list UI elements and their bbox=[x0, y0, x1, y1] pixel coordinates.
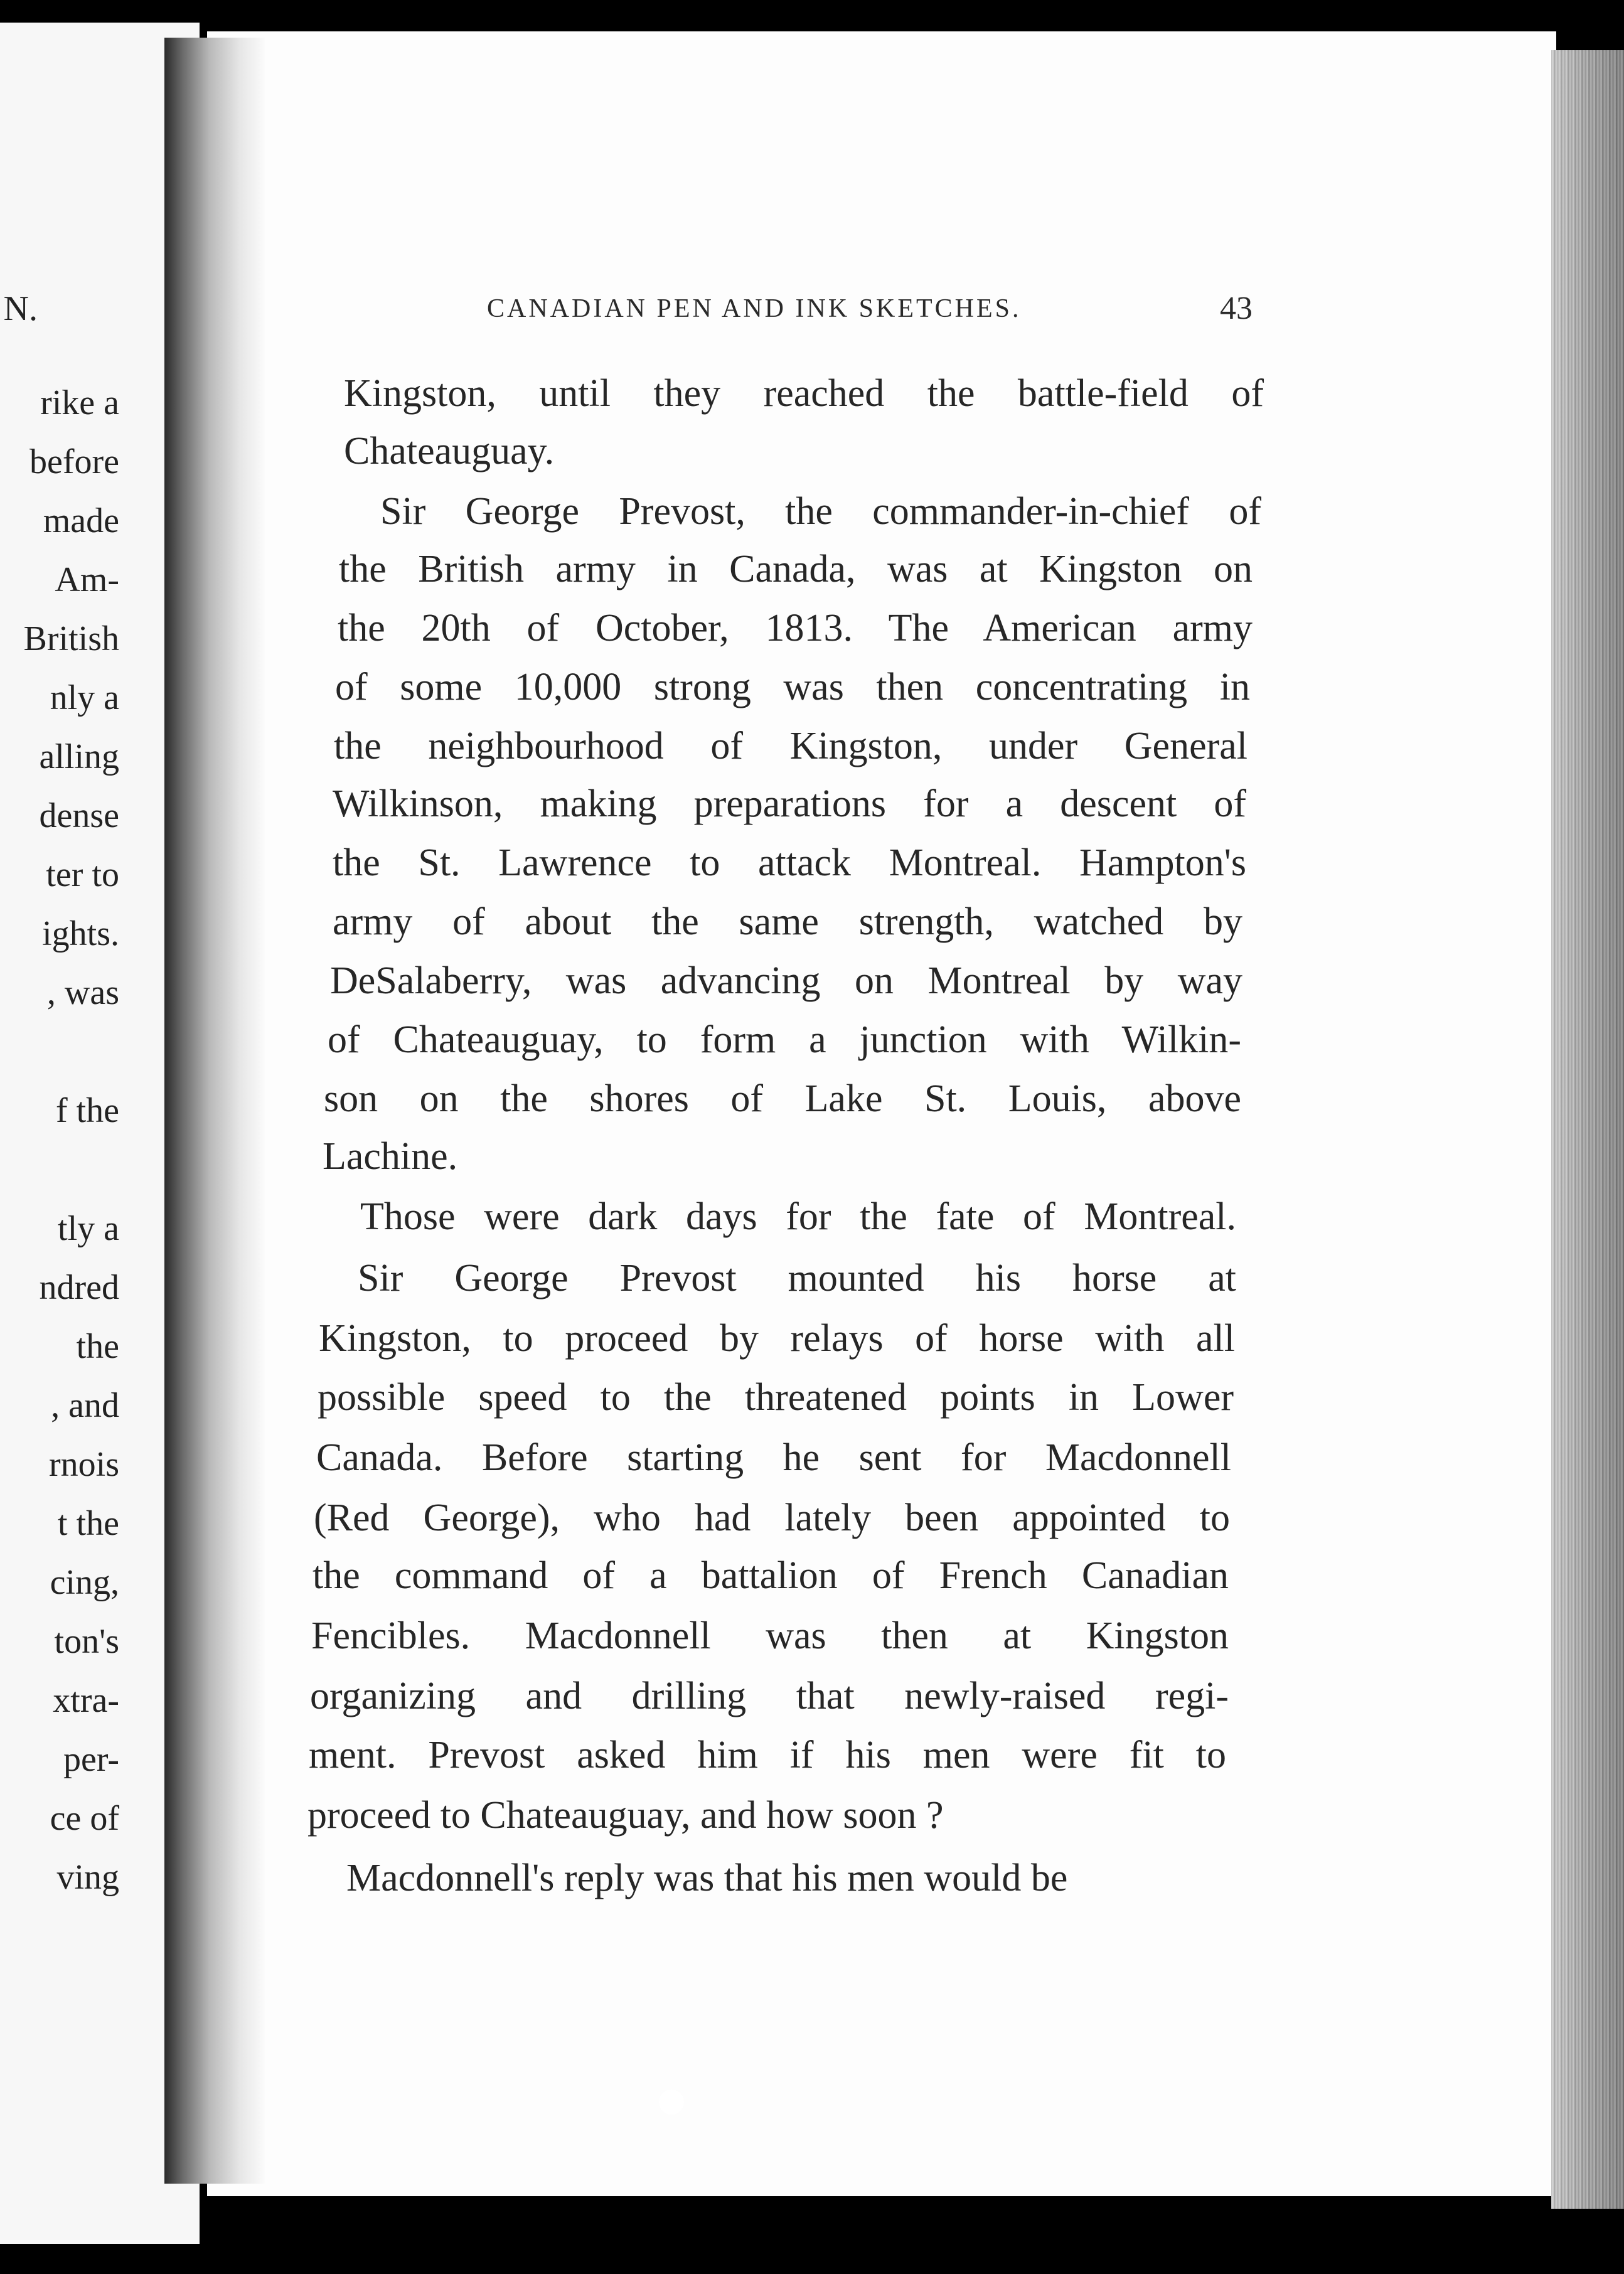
text-line: of Chateauguay, to form a junction with Wilkin- bbox=[328, 1018, 1241, 1061]
left-page-line: ights. bbox=[42, 914, 119, 953]
text-line: Sir George Prevost, the commander-in-chief of bbox=[380, 490, 1261, 533]
text-line: Those were dark days for the fate of Montreal. bbox=[360, 1195, 1236, 1238]
text-line: (Red George), who had lately been appointed to bbox=[314, 1497, 1230, 1539]
left-page-line: British bbox=[23, 619, 119, 658]
paper-blemish bbox=[659, 2090, 684, 2115]
text-line: Lachine. bbox=[323, 1135, 458, 1178]
left-page-line: rike a bbox=[40, 383, 119, 422]
text-line: the British army in Canada, was at Kingston on bbox=[339, 548, 1253, 590]
left-page-line: before bbox=[29, 442, 119, 481]
running-header: CANADIAN PEN AND INK SKETCHES. bbox=[487, 294, 1022, 323]
left-page-line: f the bbox=[55, 1091, 119, 1130]
text-line: Macdonnell's reply was that his men would be bbox=[346, 1857, 1068, 1899]
left-page-line: N. bbox=[3, 289, 38, 328]
text-line: organizing and drilling that newly-raised regi- bbox=[310, 1675, 1229, 1717]
left-page-line: , was bbox=[46, 973, 119, 1012]
left-page-line: , and bbox=[51, 1386, 119, 1425]
text-line: the 20th of October, 1813. The American army bbox=[338, 607, 1253, 649]
left-page-line: ce of bbox=[50, 1799, 119, 1838]
text-line: Chateauguay. bbox=[344, 430, 555, 472]
text-line: the command of a battalion of French Canadian bbox=[313, 1554, 1229, 1597]
text-line: Wilkinson, making preparations for a descent of bbox=[333, 782, 1246, 825]
left-page-line: alling bbox=[39, 737, 119, 776]
left-page-line: the bbox=[76, 1327, 119, 1366]
left-page-line: per- bbox=[63, 1740, 119, 1779]
text-line: the neighbourhood of Kingston, under General bbox=[334, 725, 1247, 767]
page-gutter-shadow bbox=[164, 38, 265, 2184]
page-edge-strip bbox=[1551, 50, 1624, 2209]
left-page-line: Am- bbox=[55, 560, 119, 599]
text-line: the St. Lawrence to attack Montreal. Hampton's bbox=[333, 841, 1246, 884]
text-line: of some 10,000 strong was then concentrating in bbox=[335, 666, 1250, 708]
text-line: Sir George Prevost mounted his horse at bbox=[358, 1257, 1236, 1300]
left-page-line: ndred bbox=[39, 1268, 119, 1307]
text-line: Kingston, until they reached the battle-field of bbox=[344, 372, 1264, 415]
left-page-line: ter to bbox=[46, 855, 119, 894]
left-page-line: t the bbox=[58, 1504, 119, 1543]
left-page-line: ving bbox=[56, 1858, 119, 1897]
text-line: Kingston, to proceed by relays of horse with all bbox=[319, 1317, 1235, 1360]
text-line: proceed to Chateauguay, and how soon ? bbox=[307, 1794, 944, 1837]
text-line: ment. Prevost asked him if his men were fit to bbox=[309, 1734, 1226, 1776]
text-line: son on the shores of Lake St. Louis, above bbox=[324, 1077, 1241, 1120]
left-page-line: ton's bbox=[54, 1622, 119, 1661]
page-number: 43 bbox=[1220, 291, 1253, 326]
text-line: Fencibles. Macdonnell was then at Kingston bbox=[311, 1615, 1229, 1657]
text-line: possible speed to the threatened points in Lower bbox=[318, 1376, 1234, 1419]
left-page-line: cing, bbox=[50, 1563, 119, 1602]
left-page-line: xtra- bbox=[53, 1681, 119, 1720]
text-line: Canada. Before starting he sent for Macdonnell bbox=[316, 1436, 1231, 1479]
left-page-line: nly a bbox=[50, 678, 119, 717]
text-line: DeSalaberry, was advancing on Montreal by way bbox=[330, 959, 1242, 1002]
text-line: army of about the same strength, watched by bbox=[333, 900, 1242, 943]
left-page-line: rnois bbox=[49, 1445, 119, 1484]
left-page-line: dense bbox=[39, 796, 119, 835]
left-page-line: made bbox=[43, 501, 119, 540]
left-page-line: tly a bbox=[58, 1209, 119, 1248]
